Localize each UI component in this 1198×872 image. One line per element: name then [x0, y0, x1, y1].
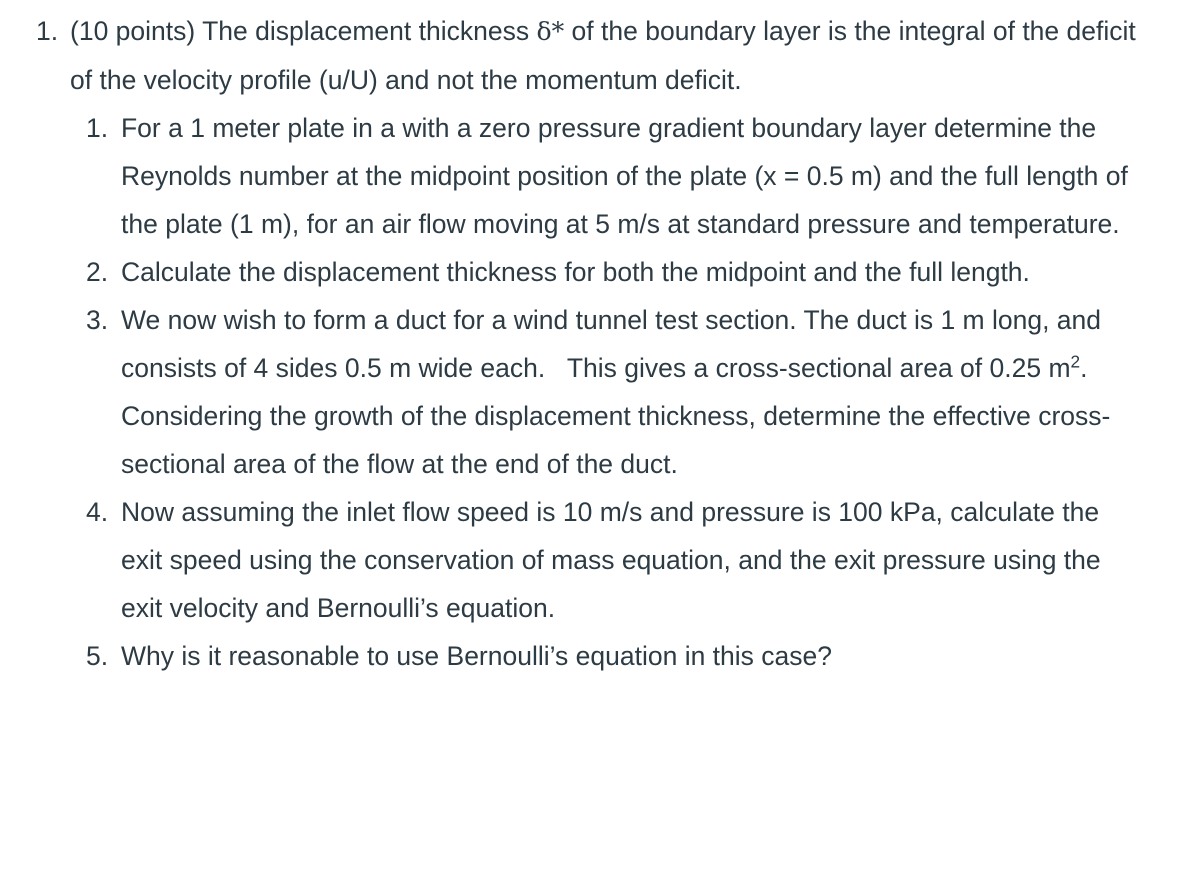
subquestion-text-end: . Considering the growth of the displacement thickness, determine the effective cross-sectional area of the flow at the end of the duct.: [121, 353, 1111, 479]
subquestion-number: 4.: [86, 497, 109, 527]
area-exponent: 2: [1070, 351, 1081, 372]
delta-star-symbol: δ*: [536, 17, 565, 46]
subquestion-3: [0, 296, 1198, 488]
subquestion-number: 3.: [86, 305, 109, 335]
subquestion-number: 1.: [86, 113, 109, 143]
question-intro-start: The displacement thickness: [202, 16, 537, 46]
subquestion-text: For a 1 meter plate in a with a zero pressure gradient boundary layer determine the Reynolds number at the midpoint position of the plate (x = 0.5 m) and the full length of the plate (1 m), for an air flow moving at 5 m/s at standard pressure and temperature.: [121, 113, 1128, 239]
subquestion-list: [0, 104, 1198, 680]
question-points: (10 points): [70, 16, 196, 46]
question-list: [0, 7, 1198, 680]
question-1: [0, 7, 1198, 680]
subquestion-2: [0, 248, 1198, 296]
subquestion-number: 5.: [86, 641, 109, 671]
subquestion-1: [0, 104, 1198, 248]
subquestion-text: Now assuming the inlet flow speed is 10 m/s and pressure is 100 kPa, calculate the exit speed using the conservation of mass equation, and the exit pressure using the exit velocity and Bernoulli’s equation.: [121, 497, 1101, 623]
question-intro-end: of the boundary layer is the integral of the deficit of the velocity profile (u/U) and not the momentum deficit.: [70, 16, 1136, 95]
subquestion-number: 2.: [86, 257, 109, 287]
question-number: 1.: [36, 16, 59, 46]
subquestion-4: [0, 488, 1198, 632]
subquestion-text: Calculate the displacement thickness for both the midpoint and the full length.: [121, 257, 1030, 287]
subquestion-text-start: We now wish to form a duct for a wind tunnel test section. The duct is 1 m long, and consists of 4 sides 0.5 m wide each. This gives a cross-sectional area of 0.25 m: [121, 305, 1109, 383]
subquestion-text: Why is it reasonable to use Bernoulli’s equation in this case?: [121, 641, 832, 671]
subquestion-5: [0, 632, 1198, 680]
